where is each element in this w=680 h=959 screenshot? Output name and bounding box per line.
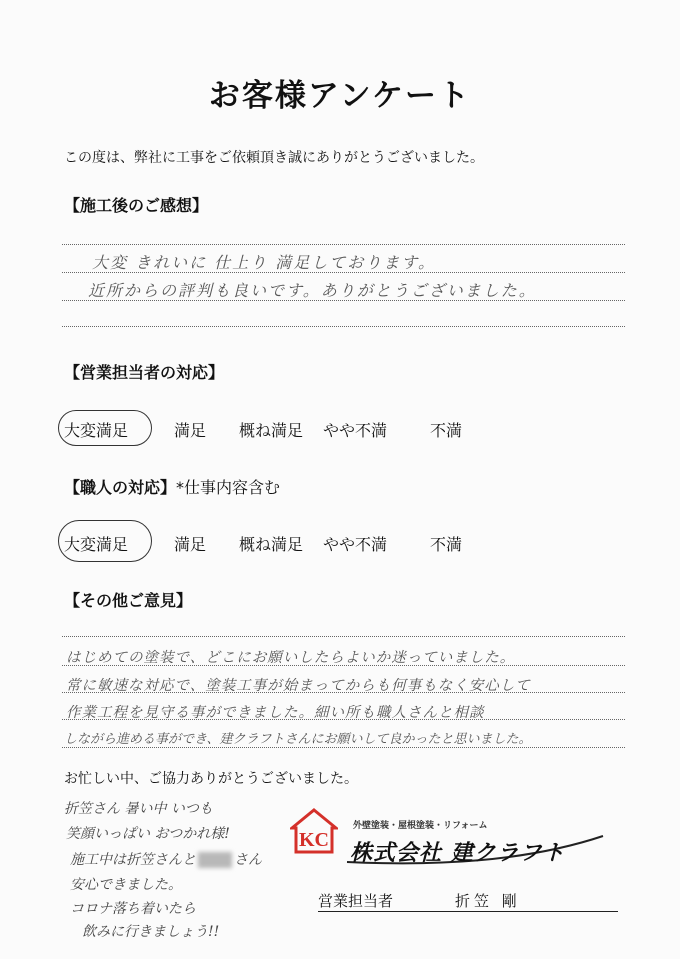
- closing-text: お忙しい中、ご協力ありがとうございました。: [64, 771, 358, 787]
- craftsman-options: [64, 532, 480, 555]
- sales-rep-heading: 【営業担当者の対応】: [64, 363, 225, 382]
- other-answer-line: しながら進める事ができ、建クラフトさんにお願いして良かったと思いました。: [64, 732, 532, 747]
- option-mostly-satisfied[interactable]: 概ね満足: [239, 421, 304, 440]
- handwritten-note-part: 施工中は折笠さんと: [70, 852, 196, 868]
- impression-answer-line: 近所からの評判も良いです。ありがとうございました。: [88, 281, 537, 300]
- option-dissatisfied[interactable]: 不満: [430, 421, 463, 440]
- company-logo: [290, 808, 338, 854]
- answer-rule: [62, 747, 625, 748]
- craftsman-heading-note: *仕事内容含む: [176, 478, 281, 497]
- sales-rep-options: [64, 418, 480, 441]
- other-heading: 【その他ご意見】: [64, 591, 193, 610]
- other-answer-line: 作業工程を見守る事ができました。細い所も職人さんと相談: [66, 705, 485, 721]
- page-title: お客様アンケート: [208, 78, 472, 114]
- other-answer-line: はじめての塗装で、どこにお願いしたらよいか迷っていました。: [66, 650, 516, 666]
- logo-letters: KC: [299, 829, 329, 851]
- staff-label: 営業担当者: [318, 892, 394, 910]
- staff-underline: [318, 911, 618, 912]
- company-tagline: 外壁塗装・屋根塗装・リフォーム: [353, 821, 488, 831]
- handwritten-note-line: 笑顔いっぱい おつかれ様!: [66, 826, 230, 842]
- answer-rule: [62, 636, 625, 637]
- handwritten-note-line: コロナ落ち着いたら: [70, 901, 196, 917]
- redacted-name: [198, 852, 232, 868]
- option-very-satisfied[interactable]: 大変満足: [64, 421, 129, 440]
- handwritten-note-line: 飲みに行きましょう!!: [82, 924, 220, 940]
- staff-name: 折笠 剛: [455, 892, 521, 910]
- craftsman-heading-label: 【職人の対応】: [64, 478, 177, 497]
- option-satisfied[interactable]: 満足: [174, 421, 207, 440]
- option-dissatisfied[interactable]: 不満: [430, 535, 463, 554]
- handwritten-note-line: 安心できました。: [70, 877, 182, 893]
- company-name: 株式会社 建クラフト: [350, 841, 566, 866]
- option-somewhat-dissatisfied[interactable]: やや不満: [323, 421, 388, 440]
- option-very-satisfied[interactable]: 大変満足: [64, 535, 129, 554]
- option-somewhat-dissatisfied[interactable]: やや不満: [323, 535, 388, 554]
- handwritten-note-line: [70, 849, 262, 869]
- intro-text: この度は、弊社に工事をご依頼頂き誠にありがとうございました。: [64, 150, 484, 166]
- answer-rule: [62, 244, 625, 245]
- impression-heading: 【施工後のご感想】: [64, 196, 209, 215]
- other-answer-line: 常に敏速な対応で、塗装工事が始まってからも何事もなく安心して: [66, 678, 531, 694]
- answer-rule: [62, 326, 625, 327]
- handwritten-note-part: さん: [234, 852, 262, 868]
- impression-answer-line: 大変 きれいに 仕上り 満足しております。: [92, 253, 436, 272]
- option-satisfied[interactable]: 満足: [174, 535, 207, 554]
- handwritten-note-line: 折笠さん 暑い中 いつも: [64, 801, 213, 817]
- craftsman-heading: [64, 475, 280, 498]
- option-mostly-satisfied[interactable]: 概ね満足: [239, 535, 304, 554]
